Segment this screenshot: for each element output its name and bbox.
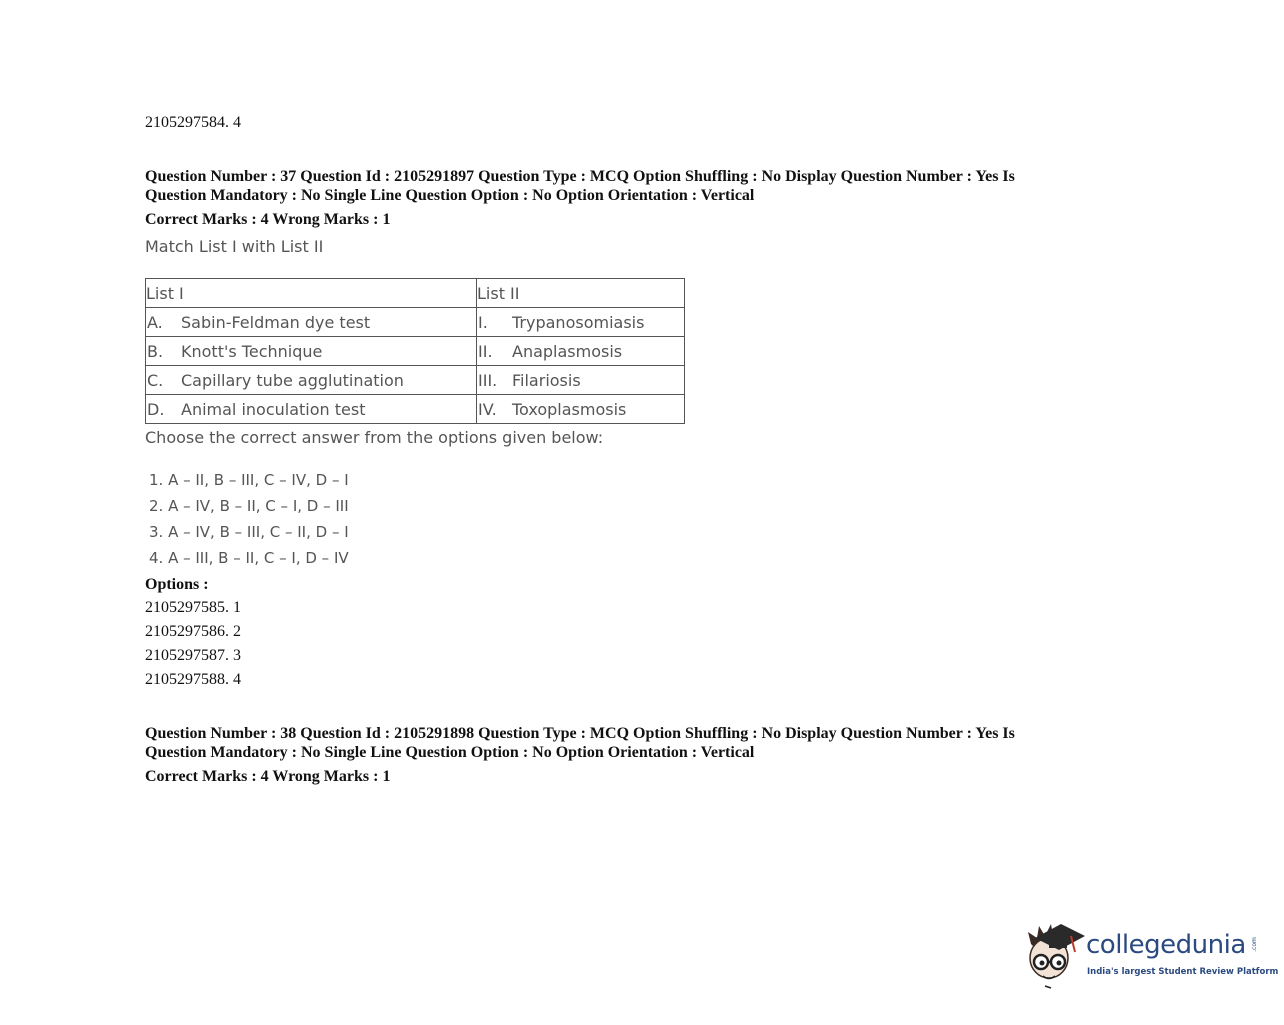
option-id-line: 2105297585. 1 xyxy=(145,599,241,616)
list2-item: Toxoplasmosis xyxy=(512,399,627,419)
list1-item: Sabin-Feldman dye test xyxy=(181,312,371,332)
table-row xyxy=(146,366,685,395)
answer-choice-1: 1. A – II, B – III, C – IV, D – I xyxy=(149,471,349,489)
table-header-row xyxy=(146,279,685,308)
row-label: B. xyxy=(147,341,164,361)
q38-marks: Correct Marks : 4 Wrong Marks : 1 xyxy=(145,768,391,785)
list2-item: Filariosis xyxy=(512,370,581,390)
row-label: D. xyxy=(147,399,165,419)
table-row xyxy=(146,308,685,337)
list1-item: Animal inoculation test xyxy=(181,399,366,419)
row-label: C. xyxy=(147,370,164,390)
row-label: A. xyxy=(147,312,163,332)
row-label: II. xyxy=(478,341,493,361)
list2-header: List II xyxy=(477,279,685,308)
q37-marks: Correct Marks : 4 Wrong Marks : 1 xyxy=(145,211,391,228)
q37-meta-line-2: Question Mandatory : No Single Line Question Option : No Option Orientation : Vertical xyxy=(145,187,755,204)
row-label: I. xyxy=(478,312,488,332)
list2-item: Anaplasmosis xyxy=(512,341,623,361)
match-instruction: Match List I with List II xyxy=(145,237,324,256)
option-id-line: 2105297587. 3 xyxy=(145,647,241,664)
row-label: III. xyxy=(478,370,498,390)
answer-choice-2: 2. A – IV, B – II, C – I, D – III xyxy=(149,497,349,515)
list1-item: Capillary tube agglutination xyxy=(181,370,404,390)
logo-tagline: India's largest Student Review Platform xyxy=(1087,967,1279,977)
row-label: IV. xyxy=(478,399,497,419)
table-row xyxy=(146,337,685,366)
table-row xyxy=(146,395,685,424)
match-table xyxy=(145,278,685,424)
q37-meta-line-1: Question Number : 37 Question Id : 2105291897 Question Type : MCQ Option Shuffling : No Display Question Number : Yes Is xyxy=(145,168,1015,185)
list1-header: List I xyxy=(146,279,477,308)
list2-item: Trypanosomiasis xyxy=(512,312,645,332)
options-heading: Options : xyxy=(145,576,209,593)
choose-instruction: Choose the correct answer from the options given below: xyxy=(145,428,604,447)
collegedunia-logo xyxy=(1025,918,1279,990)
logo-domain-suffix: .com xyxy=(1250,937,1258,952)
previous-option-line: 2105297584. 4 xyxy=(145,114,241,131)
q38-meta-line-1: Question Number : 38 Question Id : 2105291898 Question Type : MCQ Option Shuffling : No Display Question Number : Yes Is xyxy=(145,725,1015,742)
option-id-line: 2105297588. 4 xyxy=(145,671,241,688)
logo-wordmark: collegedunia xyxy=(1086,930,1246,960)
mascot-graduation-cap-icon xyxy=(1025,918,1087,990)
answer-choice-4: 4. A – III, B – II, C – I, D – IV xyxy=(149,549,349,567)
answer-choice-3: 3. A – IV, B – III, C – II, D – I xyxy=(149,523,349,541)
option-id-line: 2105297586. 2 xyxy=(145,623,241,640)
list1-item: Knott's Technique xyxy=(181,341,323,361)
q38-meta-line-2: Question Mandatory : No Single Line Question Option : No Option Orientation : Vertical xyxy=(145,744,755,761)
